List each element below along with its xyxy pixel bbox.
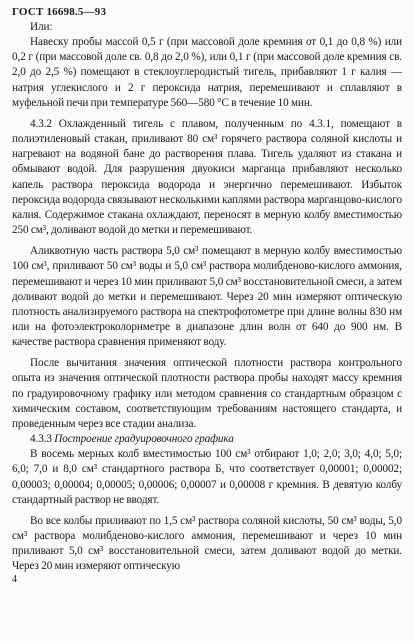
section-heading-4-3-3 [12, 432, 402, 447]
paragraph-eight-flasks: В восемь мерных колб вместимостью 100 см³ отбирают 1,0; 2,0; 3,0; 4,0; 5,0; 6,0; 7,0 и 8,0 см³ стандартного раствора Б, что соответствует 0,00001; 0,00002; 0,00003; 0,00004; 0,00005; 0,00006; 0,00007 и 0,00008 г кремния. В девятую колбу стандартный раствор не вводят. [12, 448, 402, 506]
section-title: Построение градуировочного графика [54, 433, 234, 446]
paragraph-sample-weight: Навеску пробы массой 0,5 г (при массовой доле кремния от 0,1 до 0,8 %) или 0,2 г (при массовой доле св. 0,8 до 2,0 %), или 0,1 г (при массовой доле кремния св. 2,0 до 2,5 %) помещают в стеклоуглеродистый тигель, прибавляют 1 г калия — натрия углекислого и 2 г пероксида натрия, перемешивают и сплавляют в муфельной печи при температуре 560—580 °С в течение 10 мин. [12, 36, 402, 109]
section-number: 4.3.3 [30, 433, 52, 446]
standard-header: ГОСТ 16698.5—93 [12, 6, 107, 18]
paragraph-all-flasks: Во все колбы приливают по 1,5 см³ раствора соляной кислоты, 50 см³ воды, 5,0 см³ раствора молибденово-кислого аммония, перемешивают и через 10 мин приливают 5,0 см³ восстановительной смеси, затем доливают водой до метки. Через 20 мин измеряют оптическую [12, 514, 402, 573]
body-text [12, 20, 402, 574]
paragraph-or: Или: [30, 21, 53, 33]
paragraph-subtraction: После вычитания значения оптической плотности раствора контрольного опыта из значения оптической плотности раствора пробы находят массу кремния по градуировочному графику или методом сравнения со стандартным образцом с химическим составом, соответствующим требованиям настоящего стандарта, и проведенным через все стадии анализа. [12, 357, 402, 430]
page-number: 4 [12, 574, 17, 585]
paragraph-4-3-2: 4.3.2 Охлажденный тигель с плавом, полученным по 4.3.1, помещают в полиэтиленовый стакан, приливают 80 см³ горячего раствора соляной кислоты и нагревают на водяной бане до растворения плава. Тигель удаляют из стакана и обмывают водой. Для разрушения двуокиси марганца прибавляют несколько капель раствора пероксида водорода и энергично перемешивают. Избыток пероксида водорода связывают несколькими каплями раствора марганцово-кислого калия. Содержимое стакана охлаждают, переносят в мерную колбу вместимостью 250 см³, доливают водой до метки и перемешивают. [12, 117, 402, 237]
paragraph-aliquot: Аликвотную часть раствора 5,0 см³ помещают в мерную колбу вместимостью 100 см³, приливают 50 см³ воды и 5,0 см³ раствора молибденово-кислого аммония, перемешивают и через 10 мин приливают 5,0 см³ восстановительной смеси, а затем доливают водой до метки и перемешивают. Через 20 мин измеряют оптическую плотность анализируемого раствора на спектрофотометре при длине волны 830 нм или на фотоэлектроколориметре в диапазоне длин волн от 640 до 900 нм. В качестве раствора сравнения применяют воду. [12, 245, 402, 349]
